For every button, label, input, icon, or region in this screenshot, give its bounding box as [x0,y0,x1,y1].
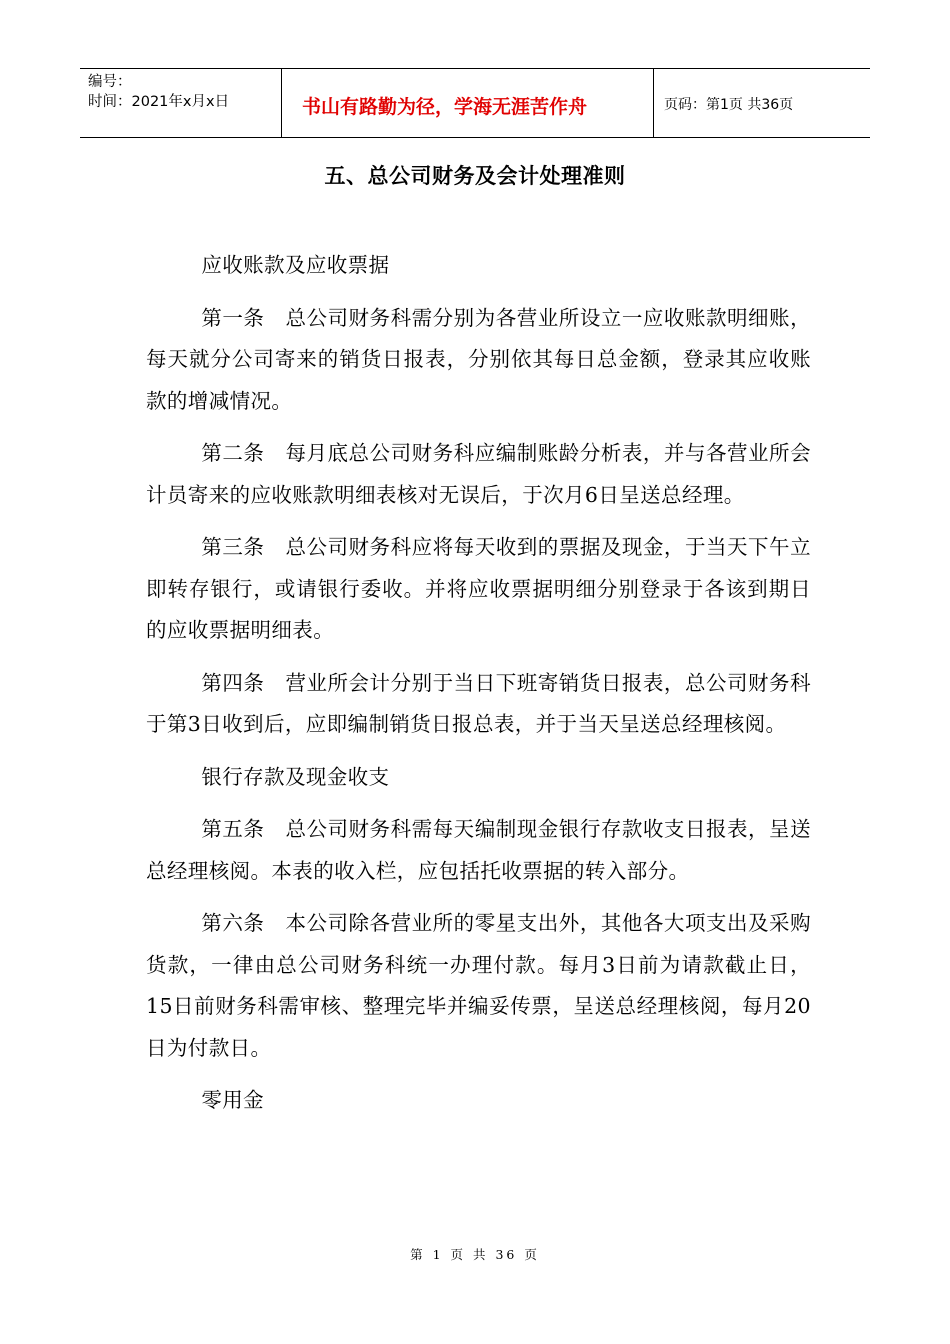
page-info: 页码：第1页 共36页 [664,97,794,113]
header-left-cell [80,69,281,137]
document-body [146,245,811,1133]
section-heading-petty-cash: 零用金 [201,1088,265,1112]
article-3: 第三条 总公司财务科应将每天收到的票据及现金，于当天下午立即转存银行，或请银行委收。并将应收票据明细分别登录于各该到期日的应收票据明细表。 [146,535,811,642]
article-5: 第五条 总公司财务科需每天编制现金银行存款收支日报表，呈送总经理核阅。本表的收入栏，应包括托收票据的转入部分。 [146,817,811,883]
header-table [80,68,870,138]
header-page-cell [654,69,870,137]
article-1: 第一条 总公司财务科需分别为各营业所设立一应收账款明细账，每天就分公司寄来的销货日报表，分别依其每日总金额，登录其应收账款的增减情况。 [146,305,811,413]
number-label: 编号： [88,74,132,90]
section-heading-receivables: 应收账款及应收票据 [201,253,390,277]
article-6: 第六条 本公司除各营业所的零星支出外，其他各大项支出及采购货款，一律由总公司财务科统一办理付款。每月3日前为请款截止日，15日前财务科需审核、整理完毕并编妥传票，呈送总经理核阅，每月20日为付款日。 [146,911,811,1060]
motto-text: 书山有路勤为径，学海无涯苦作舟 [302,95,588,118]
section-heading-bank-cash: 银行存款及现金收支 [201,764,390,789]
page-footer: 第 1 页 共 36 页 [410,1247,540,1262]
article-4: 第四条 营业所会计分别于当日下班寄销货日报表，总公司财务科于第3日收到后，应即编制销货日报总表，并于当天呈送总经理核阅。 [146,670,811,736]
header-motto-cell [281,69,654,137]
article-2: 第二条 每月底总公司财务科应编制账龄分析表，并与各营业所会计员寄来的应收账款明细表核对无误后，于次月6日呈送总经理。 [146,441,811,507]
time-label: 时间：2021年x月x日 [88,94,230,110]
document-title: 五、总公司财务及会计处理准则 [324,164,626,188]
